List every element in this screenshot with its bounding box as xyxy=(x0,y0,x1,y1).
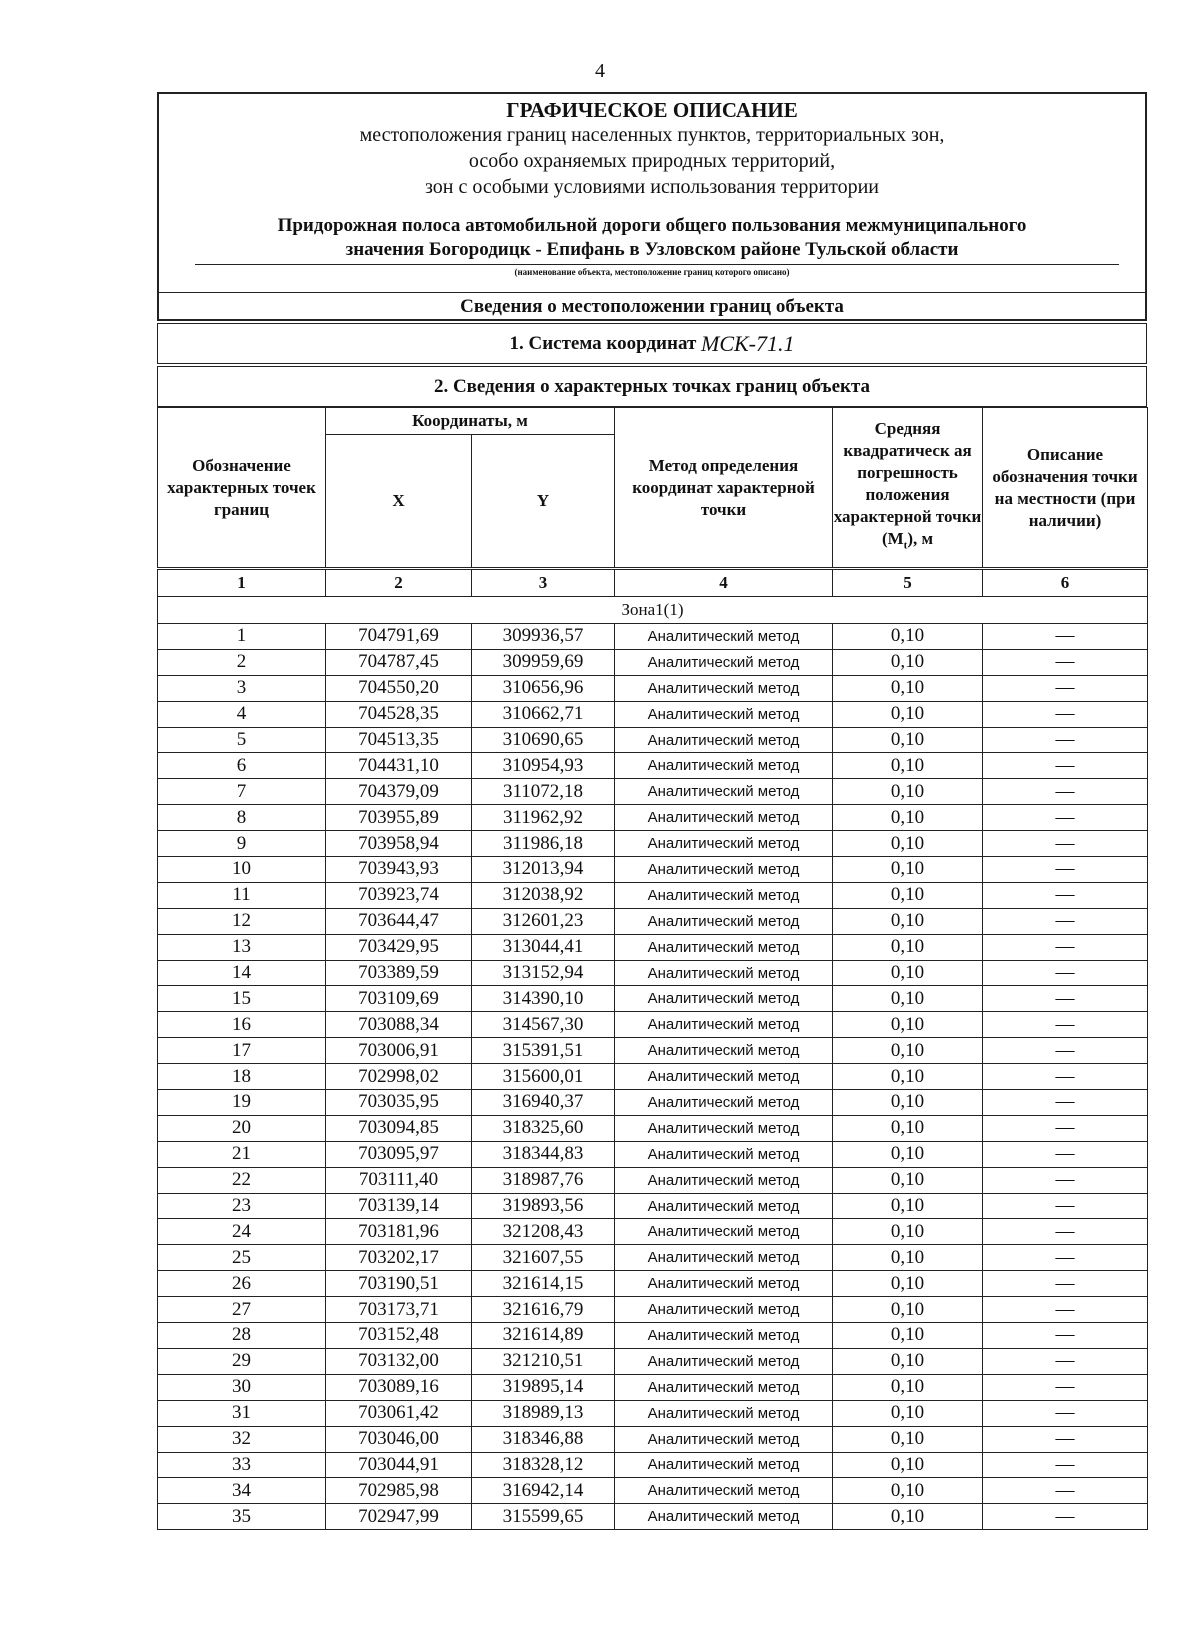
table-row xyxy=(158,908,1148,934)
section-location-info xyxy=(157,292,1147,321)
table-row xyxy=(158,1504,1148,1530)
x-coordinate: 703035,95 xyxy=(326,1090,472,1116)
point-number: 20 xyxy=(158,1115,326,1141)
y-coordinate: 321616,79 xyxy=(472,1297,615,1323)
error-value: 0,10 xyxy=(833,779,983,805)
method: Аналитический метод xyxy=(615,1245,833,1271)
zone-row xyxy=(158,597,1148,624)
method: Аналитический метод xyxy=(615,701,833,727)
method: Аналитический метод xyxy=(615,1141,833,1167)
section-points-info xyxy=(157,366,1147,407)
table-row xyxy=(158,1167,1148,1193)
table-row xyxy=(158,831,1148,857)
point-number: 4 xyxy=(158,701,326,727)
method: Аналитический метод xyxy=(615,1452,833,1478)
error-value: 0,10 xyxy=(833,1374,983,1400)
table-row xyxy=(158,960,1148,986)
object-name-line-1: Придорожная полоса автомобильной дороги общего пользования межмуниципального xyxy=(277,215,1027,236)
table-row xyxy=(158,1012,1148,1038)
x-coordinate: 703181,96 xyxy=(326,1219,472,1245)
coord-system-label: 1. Система координат xyxy=(509,332,697,354)
method: Аналитический метод xyxy=(615,1504,833,1530)
x-coordinate: 703389,59 xyxy=(326,960,472,986)
point-number: 25 xyxy=(158,1245,326,1271)
error-value: 0,10 xyxy=(833,1297,983,1323)
page-number: 4 xyxy=(595,60,605,82)
x-coordinate: 703094,85 xyxy=(326,1115,472,1141)
error-value: 0,10 xyxy=(833,1400,983,1426)
document-subtitle-line-1: местоположения границ населенных пунктов, территориальных зон, xyxy=(359,124,945,146)
y-coordinate: 310954,93 xyxy=(472,753,615,779)
method: Аналитический метод xyxy=(615,1064,833,1090)
description: — xyxy=(983,831,1148,857)
object-caption: (наименование объекта, местоположение границ которого описано) xyxy=(514,267,790,277)
y-coordinate: 318989,13 xyxy=(472,1400,615,1426)
error-value: 0,10 xyxy=(833,1167,983,1193)
table-row xyxy=(158,934,1148,960)
error-value: 0,10 xyxy=(833,934,983,960)
method: Аналитический метод xyxy=(615,1219,833,1245)
table-row xyxy=(158,1400,1148,1426)
method: Аналитический метод xyxy=(615,1038,833,1064)
point-number: 30 xyxy=(158,1374,326,1400)
y-coordinate: 315391,51 xyxy=(472,1038,615,1064)
description: — xyxy=(983,1478,1148,1504)
description: — xyxy=(983,1193,1148,1219)
table-row xyxy=(158,1348,1148,1374)
section-location-info-label: Сведения о местоположении границ объекта xyxy=(460,295,844,317)
table-row xyxy=(158,675,1148,701)
point-number: 5 xyxy=(158,727,326,753)
y-coordinate: 309936,57 xyxy=(472,624,615,650)
point-number: 3 xyxy=(158,675,326,701)
x-coordinate: 702998,02 xyxy=(326,1064,472,1090)
table-row xyxy=(158,1245,1148,1271)
description: — xyxy=(983,1064,1148,1090)
y-coordinate: 312601,23 xyxy=(472,908,615,934)
point-number: 12 xyxy=(158,908,326,934)
error-value: 0,10 xyxy=(833,908,983,934)
x-coordinate: 703109,69 xyxy=(326,986,472,1012)
description: — xyxy=(983,1115,1148,1141)
y-coordinate: 313152,94 xyxy=(472,960,615,986)
method: Аналитический метод xyxy=(615,1400,833,1426)
point-number: 6 xyxy=(158,753,326,779)
y-coordinate: 311072,18 xyxy=(472,779,615,805)
point-number: 31 xyxy=(158,1400,326,1426)
y-coordinate: 318328,12 xyxy=(472,1452,615,1478)
error-value: 0,10 xyxy=(833,1064,983,1090)
document-subtitle-line-3: зон с особыми условиями использования территории xyxy=(424,176,880,198)
x-coordinate: 702947,99 xyxy=(326,1504,472,1530)
table-row xyxy=(158,779,1148,805)
point-number: 17 xyxy=(158,1038,326,1064)
method: Аналитический метод xyxy=(615,908,833,934)
method: Аналитический метод xyxy=(615,805,833,831)
y-coordinate: 313044,41 xyxy=(472,934,615,960)
table-row xyxy=(158,857,1148,883)
table-row xyxy=(158,1426,1148,1452)
error-value: 0,10 xyxy=(833,986,983,1012)
x-coordinate: 703152,48 xyxy=(326,1323,472,1349)
y-coordinate: 321614,89 xyxy=(472,1323,615,1349)
table-row xyxy=(158,1478,1148,1504)
error-value: 0,10 xyxy=(833,1115,983,1141)
x-coordinate: 703923,74 xyxy=(326,882,472,908)
point-number: 14 xyxy=(158,960,326,986)
error-value: 0,10 xyxy=(833,649,983,675)
points-rows xyxy=(158,624,1148,1530)
table-row xyxy=(158,1374,1148,1400)
x-coordinate: 703111,40 xyxy=(326,1167,472,1193)
column-number: 2 xyxy=(326,569,472,597)
description: — xyxy=(983,649,1148,675)
table-row xyxy=(158,1115,1148,1141)
error-value: 0,10 xyxy=(833,701,983,727)
x-coordinate: 703088,34 xyxy=(326,1012,472,1038)
description: — xyxy=(983,1504,1148,1530)
y-coordinate: 310662,71 xyxy=(472,701,615,727)
y-coordinate: 318325,60 xyxy=(472,1115,615,1141)
error-value: 0,10 xyxy=(833,1271,983,1297)
method: Аналитический метод xyxy=(615,624,833,650)
y-coordinate: 319893,56 xyxy=(472,1193,615,1219)
table-row xyxy=(158,1323,1148,1349)
description: — xyxy=(983,934,1148,960)
header-error: Средняя квадратическ ая погрешность положения характерной точки $(M_t)$, м xyxy=(833,408,983,569)
column-number: 1 xyxy=(158,569,326,597)
y-coordinate: 309959,69 xyxy=(472,649,615,675)
point-number: 35 xyxy=(158,1504,326,1530)
table-row xyxy=(158,624,1148,650)
description: — xyxy=(983,753,1148,779)
header-y: Y xyxy=(472,435,615,569)
table-row xyxy=(158,1038,1148,1064)
column-number-row xyxy=(158,569,1148,597)
method: Аналитический метод xyxy=(615,1323,833,1349)
y-coordinate: 321208,43 xyxy=(472,1219,615,1245)
x-coordinate: 703202,17 xyxy=(326,1245,472,1271)
table-row xyxy=(158,701,1148,727)
description: — xyxy=(983,1167,1148,1193)
x-coordinate: 703089,16 xyxy=(326,1374,472,1400)
description: — xyxy=(983,701,1148,727)
table-row xyxy=(158,1193,1148,1219)
error-value: 0,10 xyxy=(833,1348,983,1374)
y-coordinate: 310656,96 xyxy=(472,675,615,701)
table-row xyxy=(158,1452,1148,1478)
method: Аналитический метод xyxy=(615,649,833,675)
description: — xyxy=(983,1012,1148,1038)
error-value: 0,10 xyxy=(833,1219,983,1245)
x-coordinate: 703190,51 xyxy=(326,1271,472,1297)
description: — xyxy=(983,1245,1148,1271)
point-number: 22 xyxy=(158,1167,326,1193)
description: — xyxy=(983,1452,1148,1478)
method: Аналитический метод xyxy=(615,779,833,805)
description: — xyxy=(983,960,1148,986)
x-coordinate: 704550,20 xyxy=(326,675,472,701)
y-coordinate: 312013,94 xyxy=(472,857,615,883)
method: Аналитический метод xyxy=(615,1012,833,1038)
header-description: Описание обозначения точки на местности (при наличии) xyxy=(983,408,1148,569)
column-number: 5 xyxy=(833,569,983,597)
table-row xyxy=(158,1271,1148,1297)
y-coordinate: 318987,76 xyxy=(472,1167,615,1193)
description: — xyxy=(983,1400,1148,1426)
points-table xyxy=(157,407,1148,1530)
error-value: 0,10 xyxy=(833,727,983,753)
column-number: 4 xyxy=(615,569,833,597)
x-coordinate: 703644,47 xyxy=(326,908,472,934)
error-value: 0,10 xyxy=(833,1090,983,1116)
method: Аналитический метод xyxy=(615,1478,833,1504)
section-points-info-label: 2. Сведения о характерных точках границ объекта xyxy=(433,375,871,397)
x-coordinate: 702985,98 xyxy=(326,1478,472,1504)
description: — xyxy=(983,986,1148,1012)
y-coordinate: 315600,01 xyxy=(472,1064,615,1090)
x-coordinate: 703943,93 xyxy=(326,857,472,883)
y-coordinate: 316940,37 xyxy=(472,1090,615,1116)
error-value: 0,10 xyxy=(833,1245,983,1271)
point-number: 34 xyxy=(158,1478,326,1504)
error-value: 0,10 xyxy=(833,831,983,857)
method: Аналитический метод xyxy=(615,1426,833,1452)
description: — xyxy=(983,857,1148,883)
method: Аналитический метод xyxy=(615,857,833,883)
table-row xyxy=(158,1219,1148,1245)
x-coordinate: 703044,91 xyxy=(326,1452,472,1478)
y-coordinate: 318344,83 xyxy=(472,1141,615,1167)
point-number: 24 xyxy=(158,1219,326,1245)
method: Аналитический метод xyxy=(615,986,833,1012)
description: — xyxy=(983,1271,1148,1297)
header-coordinates: Координаты, м xyxy=(326,408,615,435)
method: Аналитический метод xyxy=(615,753,833,779)
column-number: 3 xyxy=(472,569,615,597)
point-number: 16 xyxy=(158,1012,326,1038)
method: Аналитический метод xyxy=(615,882,833,908)
point-number: 9 xyxy=(158,831,326,857)
column-number: 6 xyxy=(983,569,1148,597)
x-coordinate: 703132,00 xyxy=(326,1348,472,1374)
table-row xyxy=(158,986,1148,1012)
x-coordinate: 703429,95 xyxy=(326,934,472,960)
method: Аналитический метод xyxy=(615,934,833,960)
x-coordinate: 704431,10 xyxy=(326,753,472,779)
error-value: 0,10 xyxy=(833,882,983,908)
error-value: 0,10 xyxy=(833,1452,983,1478)
point-number: 33 xyxy=(158,1452,326,1478)
error-value: 0,10 xyxy=(833,1141,983,1167)
error-value: 0,10 xyxy=(833,1426,983,1452)
point-number: 26 xyxy=(158,1271,326,1297)
description: — xyxy=(983,727,1148,753)
error-value: 0,10 xyxy=(833,1478,983,1504)
table-row xyxy=(158,649,1148,675)
description: — xyxy=(983,1426,1148,1452)
table-row xyxy=(158,1090,1148,1116)
error-value: 0,10 xyxy=(833,753,983,779)
table-row xyxy=(158,1064,1148,1090)
point-number: 2 xyxy=(158,649,326,675)
point-number: 27 xyxy=(158,1297,326,1323)
description: — xyxy=(983,1297,1148,1323)
table-row xyxy=(158,753,1148,779)
table-row xyxy=(158,727,1148,753)
description: — xyxy=(983,624,1148,650)
y-coordinate: 321607,55 xyxy=(472,1245,615,1271)
method: Аналитический метод xyxy=(615,1297,833,1323)
description: — xyxy=(983,882,1148,908)
description: — xyxy=(983,1141,1148,1167)
error-value: 0,10 xyxy=(833,805,983,831)
point-number: 23 xyxy=(158,1193,326,1219)
description: — xyxy=(983,1374,1148,1400)
error-value: 0,10 xyxy=(833,675,983,701)
coord-system-value: МСК-71.1 xyxy=(701,330,795,356)
x-coordinate: 703955,89 xyxy=(326,805,472,831)
point-number: 28 xyxy=(158,1323,326,1349)
x-coordinate: 704791,69 xyxy=(326,624,472,650)
x-coordinate: 704528,35 xyxy=(326,701,472,727)
point-number: 8 xyxy=(158,805,326,831)
error-value: 0,10 xyxy=(833,857,983,883)
error-value: 0,10 xyxy=(833,1193,983,1219)
y-coordinate: 316942,14 xyxy=(472,1478,615,1504)
table-row xyxy=(158,882,1148,908)
x-coordinate: 703095,97 xyxy=(326,1141,472,1167)
error-value: 0,10 xyxy=(833,1038,983,1064)
description: — xyxy=(983,1090,1148,1116)
point-number: 1 xyxy=(158,624,326,650)
point-number: 10 xyxy=(158,857,326,883)
error-value: 0,10 xyxy=(833,1323,983,1349)
point-number: 15 xyxy=(158,986,326,1012)
y-coordinate: 311962,92 xyxy=(472,805,615,831)
object-name-line-2: значения Богородицк - Епифань в Узловском районе Тульской области xyxy=(345,239,959,260)
method: Аналитический метод xyxy=(615,1348,833,1374)
point-number: 18 xyxy=(158,1064,326,1090)
error-value: 0,10 xyxy=(833,1012,983,1038)
method: Аналитический метод xyxy=(615,1090,833,1116)
x-coordinate: 704787,45 xyxy=(326,649,472,675)
description: — xyxy=(983,805,1148,831)
point-number: 19 xyxy=(158,1090,326,1116)
header-x: X xyxy=(326,435,472,569)
y-coordinate: 315599,65 xyxy=(472,1504,615,1530)
section-coord-system xyxy=(157,323,1147,364)
y-coordinate: 312038,92 xyxy=(472,882,615,908)
method: Аналитический метод xyxy=(615,1115,833,1141)
method: Аналитический метод xyxy=(615,727,833,753)
method: Аналитический метод xyxy=(615,675,833,701)
x-coordinate: 703006,91 xyxy=(326,1038,472,1064)
point-number: 32 xyxy=(158,1426,326,1452)
title-block xyxy=(157,92,1147,321)
x-coordinate: 703046,00 xyxy=(326,1426,472,1452)
point-number: 7 xyxy=(158,779,326,805)
x-coordinate: 703173,71 xyxy=(326,1297,472,1323)
description: — xyxy=(983,1348,1148,1374)
method: Аналитический метод xyxy=(615,1193,833,1219)
error-value: 0,10 xyxy=(833,1504,983,1530)
method: Аналитический метод xyxy=(615,831,833,857)
description: — xyxy=(983,779,1148,805)
description: — xyxy=(983,1038,1148,1064)
method: Аналитический метод xyxy=(615,1374,833,1400)
point-number: 21 xyxy=(158,1141,326,1167)
y-coordinate: 310690,65 xyxy=(472,727,615,753)
zone-label: Зона1(1) xyxy=(158,597,1148,624)
y-coordinate: 319895,14 xyxy=(472,1374,615,1400)
point-number: 13 xyxy=(158,934,326,960)
description: — xyxy=(983,908,1148,934)
table-row xyxy=(158,1297,1148,1323)
error-value: 0,10 xyxy=(833,960,983,986)
x-coordinate: 703139,14 xyxy=(326,1193,472,1219)
x-coordinate: 703061,42 xyxy=(326,1400,472,1426)
method: Аналитический метод xyxy=(615,1167,833,1193)
error-value: 0,10 xyxy=(833,624,983,650)
document-subtitle-line-2: особо охраняемых природных территорий, xyxy=(468,150,836,172)
header-point-designation: Обозначение характерных точек границ xyxy=(158,408,326,569)
document-title: ГРАФИЧЕСКОЕ ОПИСАНИЕ xyxy=(506,98,798,122)
description: — xyxy=(983,1219,1148,1245)
y-coordinate: 314390,10 xyxy=(472,986,615,1012)
y-coordinate: 321210,51 xyxy=(472,1348,615,1374)
table-row xyxy=(158,1141,1148,1167)
description: — xyxy=(983,1323,1148,1349)
y-coordinate: 318346,88 xyxy=(472,1426,615,1452)
y-coordinate: 314567,30 xyxy=(472,1012,615,1038)
point-number: 29 xyxy=(158,1348,326,1374)
y-coordinate: 321614,15 xyxy=(472,1271,615,1297)
description: — xyxy=(983,675,1148,701)
header-method: Метод определения координат характерной точки xyxy=(615,408,833,569)
method: Аналитический метод xyxy=(615,960,833,986)
point-number: 11 xyxy=(158,882,326,908)
x-coordinate: 704379,09 xyxy=(326,779,472,805)
method: Аналитический метод xyxy=(615,1271,833,1297)
y-coordinate: 311986,18 xyxy=(472,831,615,857)
x-coordinate: 704513,35 xyxy=(326,727,472,753)
x-coordinate: 703958,94 xyxy=(326,831,472,857)
table-row xyxy=(158,805,1148,831)
